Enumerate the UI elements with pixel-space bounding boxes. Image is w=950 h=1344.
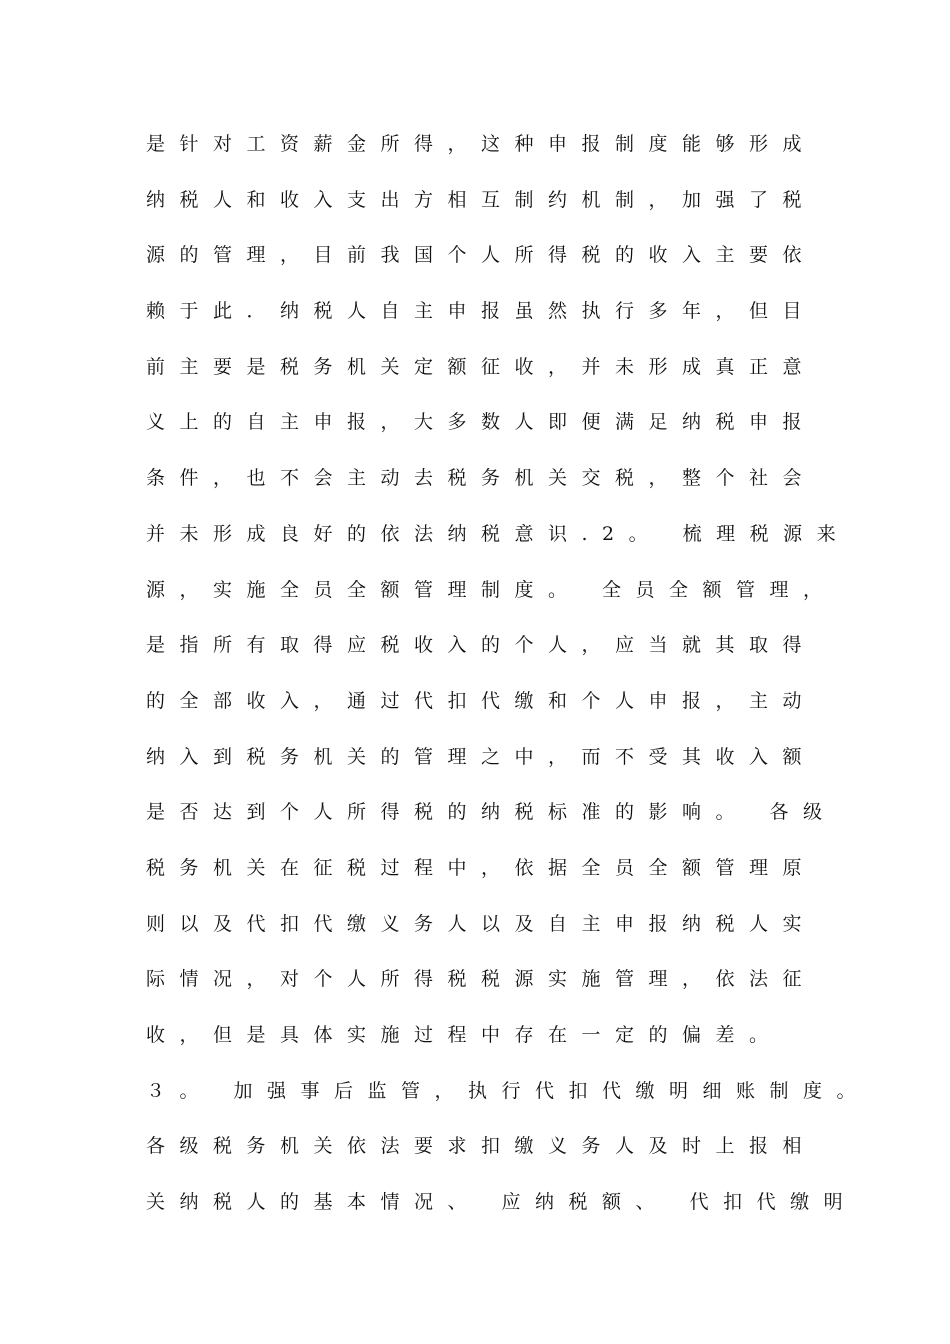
text-line: 纳入到税务机关的管理之中，而不受其收入额 [146, 745, 817, 768]
text-line: 是否达到个人所得税的纳税标准的影响。 各级 [146, 801, 837, 824]
text-line: 收，但是具体实施过程中存在一定的偏差。 [146, 1024, 783, 1046]
text-line: 源，实施全员全额管理制度。 全员全额管理， [146, 578, 837, 601]
text-line: 前主要是税务机关定额征收，并未形成真正意 [146, 355, 817, 378]
text-line: 各级税务机关依法要求扣缴义务人及时上报相 [146, 1135, 817, 1158]
text-line: 际情况，对个人所得税税源实施管理，依法征 [146, 968, 817, 991]
text-line: 是指所有取得应税收入的个人，应当就其取得 [146, 634, 817, 657]
text-line: 条件，也不会主动去税务机关交税，整个社会 [146, 467, 817, 490]
text-line: ３。 加强事后监管，执行代扣代缴明细账制度。 [146, 1079, 871, 1102]
text-line: 并未形成良好的依法纳税意识.2。 梳理税源来 [146, 522, 851, 545]
text-line: 纳税人和收入支出方相互制约机制，加强了税 [146, 188, 817, 211]
text-line: 则以及代扣代缴义务人以及自主申报纳税人实 [146, 912, 817, 935]
text-line: 是针对工资薪金所得，这种申报制度能够形成 [146, 133, 817, 155]
document-body [146, 126, 871, 1240]
text-line: 关纳税人的基本情况、 应纳税额、 代扣代缴明 [146, 1191, 858, 1214]
text-line: 赖于此．纳税人自主申报虽然执行多年，但目 [146, 300, 817, 323]
text-line: 的全部收入，通过代扣代缴和个人申报，主动 [146, 689, 817, 712]
text-line: 义上的自主申报，大多数人即便满足纳税申报 [146, 411, 817, 434]
text-line: 税务机关在征税过程中，依据全员全额管理原 [146, 856, 817, 879]
text-line: 源的管理，目前我国个人所得税的收入主要依 [146, 244, 817, 267]
